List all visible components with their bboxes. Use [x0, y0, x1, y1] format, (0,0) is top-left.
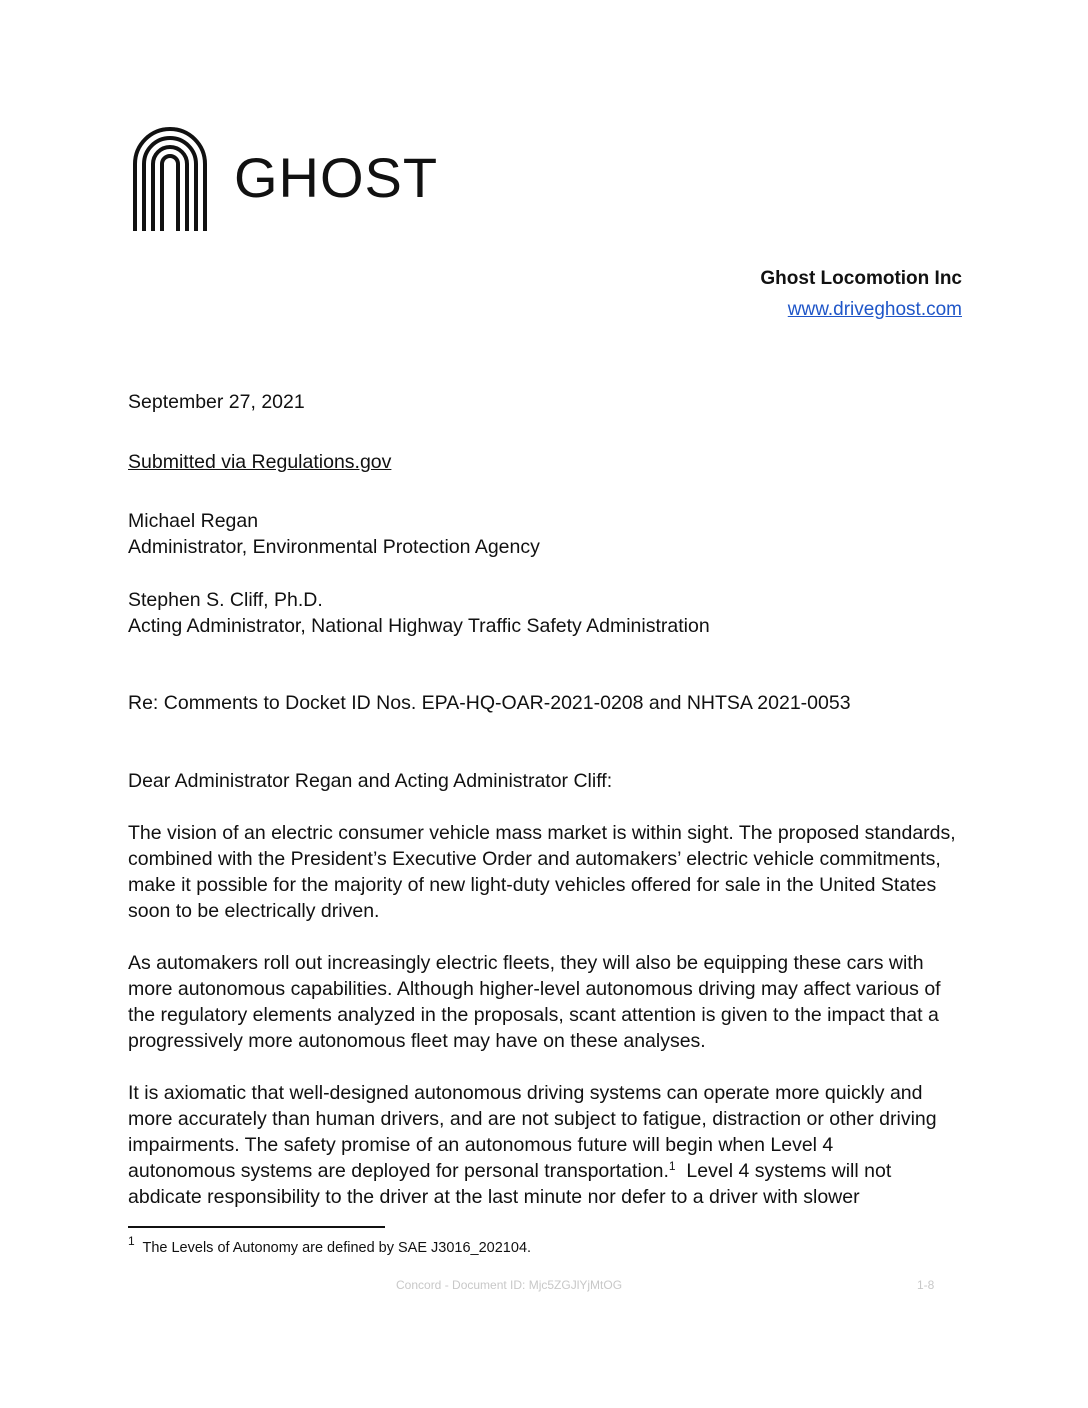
paragraph-line: soon to be electrically driven.: [128, 900, 380, 922]
sender-organization: Ghost Locomotion Inc: [760, 268, 962, 289]
salutation: Dear Administrator Regan and Acting Administrator Cliff:: [128, 770, 613, 792]
paragraph-line: It is axiomatic that well-designed autonomous driving systems can operate more quickly and: [128, 1082, 923, 1104]
paragraph-line: impairments. The safety promise of an autonomous future will begin when Level 4: [128, 1134, 834, 1156]
paragraph-text: autonomous systems are deployed for personal transportation.: [128, 1160, 669, 1182]
footnote-divider: [128, 1226, 385, 1228]
paragraph-line: more autonomous capabilities. Although higher-level autonomous driving may affect various of: [128, 978, 941, 1000]
recipient2-name: Stephen S. Cliff, Ph.D.: [128, 589, 323, 611]
paragraph-line: make it possible for the majority of new light-duty vehicles offered for sale in the United States: [128, 874, 937, 896]
paragraph-1: [128, 820, 978, 924]
footnote-text: The Levels of Autonomy are defined by SAE J3016_202104.: [134, 1240, 532, 1256]
ghost-logo-icon: [133, 127, 207, 231]
footnote-marker: 1: [128, 1234, 135, 1248]
document-id-footer: Concord - Document ID: Mjc5ZGJlYjMtOG: [396, 1278, 623, 1292]
letter-date: September 27, 2021: [128, 391, 305, 413]
recipient2-title: Acting Administrator, National Highway Traffic Safety Administration: [128, 615, 710, 637]
footnote: [128, 1234, 532, 1256]
submission-method-link[interactable]: Submitted via Regulations.gov: [128, 451, 392, 473]
logo-wordmark: GHOST: [234, 146, 439, 209]
paragraph-line: [128, 1158, 978, 1184]
paragraph-text: Level 4 systems will not: [675, 1160, 892, 1182]
re-line: Re: Comments to Docket ID Nos. EPA-HQ-OAR-2021-0208 and NHTSA 2021-0053: [128, 692, 851, 714]
recipient1-name: Michael Regan: [128, 510, 259, 532]
paragraph-line: more accurately than human drivers, and are not subject to fatigue, distraction or other driving: [128, 1108, 937, 1130]
paragraph-line: the regulatory elements analyzed in the proposals, scant attention is given to the impact that a: [128, 1004, 939, 1026]
paragraph-2: [128, 950, 978, 1054]
page-number: 1-8: [917, 1278, 935, 1292]
paragraph-line: combined with the President’s Executive Order and automakers’ electric vehicle commitments,: [128, 848, 941, 870]
recipient1-title: Administrator, Environmental Protection Agency: [128, 536, 540, 558]
paragraph-line: progressively more autonomous fleet may have on these analyses.: [128, 1030, 706, 1052]
website-link[interactable]: www.driveghost.com: [787, 299, 962, 320]
paragraph-3: [128, 1080, 978, 1210]
paragraph-line: As automakers roll out increasingly electric fleets, they will also be equipping these cars with: [128, 952, 924, 974]
footnote-reference[interactable]: 1: [668, 1159, 676, 1173]
paragraph-line: abdicate responsibility to the driver at the last minute nor defer to a driver with slower: [128, 1186, 860, 1208]
paragraph-line: The vision of an electric consumer vehicle mass market is within sight. The proposed standards,: [128, 822, 956, 844]
